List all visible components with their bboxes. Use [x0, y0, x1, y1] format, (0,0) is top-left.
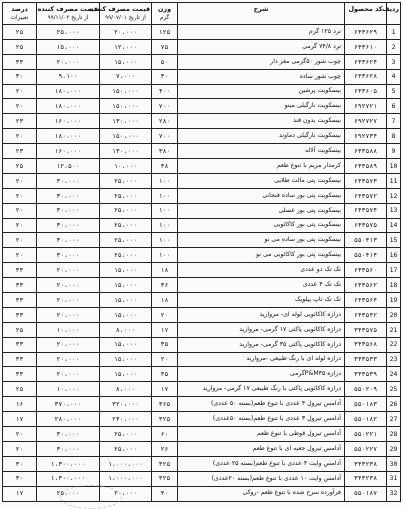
- table-row: [3, 352, 401, 367]
- price-new-cell: ۱۵،۰۰۰: [37, 39, 100, 54]
- description-cell: بیسکویت پتی بور ساده فنجانی: [178, 188, 345, 203]
- description-cell: بیسکویت پتی بور کاکائویی: [178, 218, 345, 233]
- row-number-cell: 19: [387, 293, 401, 308]
- table-row: [3, 218, 401, 233]
- price-new-cell: ۲۰،۰۰۰: [37, 367, 100, 382]
- stamp-mark: [60, 485, 122, 509]
- price-old-cell: ۱۵۰،۰۰۰: [100, 129, 152, 144]
- weight-cell: ۳۸: [152, 159, 178, 174]
- header-product-code: کد محصول: [345, 3, 387, 25]
- description-cell: تک تک تاپ پیلویک: [178, 293, 345, 308]
- product-code-cell: ۶۴۳۵۸۹: [345, 159, 387, 174]
- row-number-cell: 7: [387, 114, 401, 129]
- product-code-cell: ۳۴۳۲۳۸: [345, 456, 387, 471]
- price-old-cell: ۱۵۰،۰۰۰: [100, 99, 152, 114]
- product-code-cell: ۶۴۳۵۷۵: [345, 218, 387, 233]
- description-cell: بیسکویت بدون قند: [178, 114, 345, 129]
- row-number-cell: 26: [387, 397, 401, 412]
- weight-cell: ۴۰۰: [152, 84, 178, 99]
- price-old-cell: ۱۳۰،۰۰۰: [100, 144, 152, 159]
- percent-cell: ۲۵: [3, 382, 37, 397]
- price-old-cell: ۲۵،۰۰۰: [100, 233, 152, 248]
- percent-cell: ۲۰: [3, 233, 37, 248]
- percent-cell: ۱۷: [3, 412, 37, 427]
- price-new-cell: ۱۶۰،۰۰۰: [37, 114, 100, 129]
- description-cell: چوب شور ساده: [178, 69, 345, 84]
- row-number-cell: 22: [387, 337, 401, 352]
- description-cell: آدامس تیرول ۳ عددی با تنوع طعم(بسته ۵۰عددی): [178, 412, 345, 427]
- weight-cell: ۵۰: [152, 54, 178, 69]
- price-new-cell: ۱۶۰،۰۰۰: [37, 144, 100, 159]
- percent-cell: ۲۵: [3, 25, 37, 40]
- weight-cell: ۳۲۵: [152, 412, 178, 427]
- price-new-cell: ۲۰،۰۰۰: [37, 337, 100, 352]
- weight-cell: ۲۸۰: [152, 114, 178, 129]
- product-code-cell: ۶۴۳۶۰۵: [345, 84, 387, 99]
- price-new-cell: ۲۰،۰۰۰: [37, 307, 100, 322]
- percent-cell: ۳۰: [3, 456, 37, 471]
- percent-cell: ۲۰: [3, 218, 37, 233]
- header-price-old-label: قیمت مصرف کننده: [89, 5, 150, 13]
- row-number-cell: 16: [387, 248, 401, 263]
- description-cell: ترد ۷۴/۸ گرمی: [178, 39, 345, 54]
- table-row: [3, 144, 401, 159]
- table-row: [3, 471, 401, 486]
- price-old-cell: ۸،۰۰۰: [100, 382, 152, 397]
- product-code-cell: ۳۴۳۵۳۳: [345, 352, 387, 367]
- price-old-cell: ۲۴۰،۰۰۰: [100, 412, 152, 427]
- row-number-cell: 29: [387, 441, 401, 456]
- row-number-cell: 17: [387, 263, 401, 278]
- weight-cell: ۱۰۰: [152, 203, 178, 218]
- price-old-cell: ۲۵،۰۰۰: [100, 248, 152, 263]
- description-cell: آدامس تیرول جعبه ای با تنوع طعم: [178, 441, 345, 456]
- row-number-cell: 10: [387, 159, 401, 174]
- percent-cell: ۳۳: [3, 307, 37, 322]
- description-cell: آدامس وایت ۴ عددی با تنوع طعم(بسته ۲۵ عددی): [178, 456, 345, 471]
- row-number-cell: 28: [387, 427, 401, 442]
- table-row: [3, 114, 401, 129]
- weight-cell: ۱۸: [152, 293, 178, 308]
- header-price-old-date: از تاریخ ۹۹/۰۷/۰۱: [105, 15, 146, 21]
- row-number-cell: 5: [387, 84, 401, 99]
- price-new-cell: ۳۰،۰۰۰: [37, 218, 100, 233]
- price-old-cell: ۱،۰۰۰،۰۰۰: [100, 456, 152, 471]
- table-row: [3, 427, 401, 442]
- product-code-cell: ۳۴۳۵۶۸: [345, 337, 387, 352]
- product-code-cell: ۵۵۰۱۸۳: [345, 397, 387, 412]
- price-old-cell: ۲۵،۰۰۰: [100, 188, 152, 203]
- price-new-cell: ۳۰،۰۰۰: [37, 203, 100, 218]
- percent-cell: ۲۰: [3, 129, 37, 144]
- row-number-cell: 4: [387, 69, 401, 84]
- header-price-new: [37, 3, 100, 25]
- description-cell: ترد ۱۲۵ گرم: [178, 25, 345, 40]
- product-code-cell: ۶۴۳۶۲۹: [345, 25, 387, 40]
- price-new-cell: ۳۰،۰۰۰: [37, 427, 100, 442]
- percent-cell: ۲۰: [3, 173, 37, 188]
- row-number-cell: 24: [387, 367, 401, 382]
- product-code-cell: ۶۴۳۵۶۲: [345, 278, 387, 293]
- price-new-cell: ۳۰،۰۰۰: [37, 173, 100, 188]
- price-old-cell: ۱۵،۰۰۰: [100, 367, 152, 382]
- product-code-cell: ۶۴۳۵۶۴: [345, 293, 387, 308]
- product-code-cell: ۵۵۰۱۸۷: [345, 486, 387, 501]
- description-cell: درازه کاکائویی لوله ای- مروارید: [178, 307, 345, 322]
- price-old-cell: ۱۳۰،۰۰۰: [100, 114, 152, 129]
- table-row: [3, 456, 401, 471]
- price-old-cell: ۲۵،۰۰۰: [100, 427, 152, 442]
- table-row: [3, 382, 401, 397]
- table-row: [3, 188, 401, 203]
- header-percent-sub: تغییرات: [10, 15, 29, 21]
- table-row: [3, 233, 401, 248]
- header-description: شرح: [178, 3, 345, 25]
- weight-cell: ۱۰۰: [152, 173, 178, 188]
- table-row: [3, 69, 401, 84]
- percent-cell: ۱۶: [3, 397, 37, 412]
- percent-cell: ۲۵: [3, 39, 37, 54]
- price-old-cell: ۲۵،۰۰۰: [100, 441, 152, 456]
- percent-cell: ۳۳: [3, 367, 37, 382]
- weight-cell: ۳۶۵: [152, 397, 178, 412]
- header-price-old: [89, 3, 152, 25]
- product-code-cell: ۶۹۲۷۲۱: [345, 99, 387, 114]
- price-old-cell: ۱۵،۰۰۰: [100, 278, 152, 293]
- price-old-cell: ۲۰،۰۰۰: [100, 25, 152, 40]
- row-number-cell: 14: [387, 218, 401, 233]
- weight-cell: ۱۷: [152, 382, 178, 397]
- percent-cell: ۱۷: [3, 486, 37, 501]
- header-row: [3, 3, 401, 25]
- weight-cell: ۳۶: [152, 278, 178, 293]
- weight-cell: ۱۰۰: [152, 233, 178, 248]
- description-cell: بیسکویت پتی بور کاکائویی می نو: [178, 248, 345, 263]
- table-row: [3, 307, 401, 322]
- product-code-cell: ۵۵۰۴۱۴: [345, 248, 387, 263]
- percent-cell: ۳۳: [3, 278, 37, 293]
- row-number-cell: 21: [387, 322, 401, 337]
- price-old-cell: ۱۰،۰۰۰: [100, 159, 152, 174]
- description-cell: بیسکویت آلاله: [178, 144, 345, 159]
- price-new-cell: ۲۰،۰۰۰: [37, 278, 100, 293]
- price-old-cell: ۱۵،۰۰۰: [100, 337, 152, 352]
- product-code-cell: ۶۴۳۵۸۸: [345, 144, 387, 159]
- price-old-cell: ۲۵،۰۰۰: [100, 218, 152, 233]
- weight-cell: ۳۲۵: [152, 456, 178, 471]
- price-new-cell: ۱۸۰،۰۰۰: [37, 129, 100, 144]
- row-number-cell: 30: [387, 456, 401, 471]
- description-cell: بیسکویت پتی بور عسلی: [178, 203, 345, 218]
- table-row: [3, 397, 401, 412]
- price-new-cell: ۳۰،۰۰۰: [37, 248, 100, 263]
- weight-cell: ۳۲۵: [152, 471, 178, 486]
- row-number-cell: 18: [387, 278, 401, 293]
- product-code-cell: ۳۴۳۵۷۵: [345, 322, 387, 337]
- weight-cell: ۳۵: [152, 367, 178, 382]
- percent-cell: ۲۰: [3, 99, 37, 114]
- percent-cell: ۲۳: [3, 114, 37, 129]
- weight-cell: ۲۰: [152, 352, 178, 367]
- description-cell: فرآورده سرخ شده با تنوع طعم -روکی: [178, 486, 345, 501]
- percent-cell: ۲۵: [3, 159, 37, 174]
- description-cell: تک تک ۴ عددی: [178, 278, 345, 293]
- weight-cell: ۷۰۰: [152, 129, 178, 144]
- product-code-cell: ۵۵۰۲۰۹: [345, 382, 387, 397]
- product-code-cell: ۶۴۳۶۲۸: [345, 69, 387, 84]
- weight-cell: ۴۰: [152, 486, 178, 501]
- header-percent: [3, 3, 37, 25]
- price-new-cell: ۱۸۰،۰۰۰: [37, 99, 100, 114]
- price-old-cell: ۱۵،۰۰۰: [100, 352, 152, 367]
- description-cell: کرمدار مریم با تنوع طعم: [178, 159, 345, 174]
- price-table: [2, 2, 401, 502]
- price-new-cell: ۳۰،۰۰۰: [37, 441, 100, 456]
- weight-cell: ۱۲۵: [152, 25, 178, 40]
- price-old-cell: ۱۵،۰۰۰: [100, 307, 152, 322]
- table-row: [3, 99, 401, 114]
- table-row: [3, 173, 401, 188]
- price-old-cell: ۲۵،۰۰۰: [100, 173, 152, 188]
- weight-cell: ۲۶: [152, 441, 178, 456]
- table-row: [3, 25, 401, 40]
- percent-cell: ۲۰: [3, 248, 37, 263]
- price-new-cell: ۲۵،۰۰۰: [37, 25, 100, 40]
- table-row: [3, 159, 401, 174]
- weight-cell: ۱۸: [152, 263, 178, 278]
- price-old-cell: ۱۵،۰۰۰: [100, 263, 152, 278]
- table-row: [3, 129, 401, 144]
- weight-cell: ۳۵: [152, 337, 178, 352]
- row-number-cell: 11: [387, 173, 401, 188]
- product-code-cell: ۵۵۰۱۸۲: [345, 412, 387, 427]
- percent-cell: ۲۵: [3, 322, 37, 337]
- table-row: [3, 441, 401, 456]
- percent-cell: ۳۰: [3, 471, 37, 486]
- description-cell: بیسکویت نارگیلی مینو: [178, 99, 345, 114]
- weight-cell: ۱۰۰: [152, 188, 178, 203]
- table-row: [3, 54, 401, 69]
- weight-cell: ۱۰۰: [152, 248, 178, 263]
- weight-cell: ۶۰: [152, 427, 178, 442]
- table-row: [3, 412, 401, 427]
- row-number-cell: 20: [387, 307, 401, 322]
- percent-cell: ۲۳: [3, 144, 37, 159]
- header-price-new-label: قیمت مصرف کننده: [37, 5, 98, 13]
- description-cell: آدامس تیرول قوطی با تنوع طعم: [178, 427, 345, 442]
- description-cell: بیسکویت پتی بور ساده می نو: [178, 233, 345, 248]
- row-number-cell: 23: [387, 352, 401, 367]
- row-number-cell: 3: [387, 54, 401, 69]
- percent-cell: ۲۰: [3, 203, 37, 218]
- description-cell: بیسکویت پرشین: [178, 84, 345, 99]
- product-code-cell: ۶۴۳۵۷۲: [345, 188, 387, 203]
- product-code-cell: ۵۵۰۴۱۳: [345, 233, 387, 248]
- price-new-cell: ۲۰،۰۰۰: [37, 293, 100, 308]
- product-code-cell: ۵۵۰۲۲۱: [345, 427, 387, 442]
- percent-cell: ۲۰: [3, 441, 37, 456]
- percent-cell: ۳۳: [3, 352, 37, 367]
- description-cell: آدامس تیرول ۴ عددی با تنوع طعم(بسته ۵۰ عددی): [178, 397, 345, 412]
- header-percent-label: درصد: [11, 5, 28, 13]
- row-number-cell: 6: [387, 99, 401, 114]
- price-new-cell: ۱،۳۰۰،۰۰۰: [37, 456, 100, 471]
- percent-cell: ۲۰: [3, 188, 37, 203]
- percent-cell: ۳۳: [3, 337, 37, 352]
- table-row: [3, 263, 401, 278]
- weight-cell: ۳۸۰: [152, 144, 178, 159]
- row-number-cell: 9: [387, 144, 401, 159]
- price-old-cell: ۷،۰۰۰: [100, 69, 152, 84]
- table-row: [3, 84, 401, 99]
- header-weight-unit: گرم: [159, 15, 170, 21]
- product-code-cell: ۶۹۲۷۳۴: [345, 129, 387, 144]
- table-row: [3, 293, 401, 308]
- product-code-cell: ۶۴۳۶۱۰: [345, 39, 387, 54]
- price-old-cell: ۱۵۰،۰۰۰: [100, 84, 152, 99]
- price-new-cell: ۲۰،۰۰۰: [37, 54, 100, 69]
- description-cell: بیسکویت پتی مالت طلایی: [178, 173, 345, 188]
- price-new-cell: ۳۷۰،۰۰۰: [37, 397, 100, 412]
- header-weight: [152, 3, 178, 25]
- product-code-cell: ۶۴۳۵۶۰: [345, 263, 387, 278]
- description-cell: درازه کاکائویی پاکتی با رنگ طبیعی ۱۷ گرمی- مروارید: [178, 382, 345, 397]
- weight-cell: ۷۰۰: [152, 99, 178, 114]
- price-old-cell: ۱۵،۰۰۰: [100, 293, 152, 308]
- table-row: [3, 367, 401, 382]
- weight-cell: ۱۷: [152, 322, 178, 337]
- price-new-cell: ۲۸۰،۰۰۰: [37, 412, 100, 427]
- percent-cell: ۲۰: [3, 84, 37, 99]
- description-cell: درازه P&M۳۵گرمی: [178, 367, 345, 382]
- table-row: [3, 39, 401, 54]
- row-number-cell: 13: [387, 203, 401, 218]
- price-old-cell: ۳۲۰،۰۰۰: [100, 397, 152, 412]
- price-new-cell: ۱۰،۰۰۰: [37, 382, 100, 397]
- product-code-cell: ۵۵۰۲۲۷: [345, 441, 387, 456]
- row-number-cell: 8: [387, 129, 401, 144]
- weight-cell: ۳۰: [152, 69, 178, 84]
- price-new-cell: ۲۰،۰۰۰: [37, 263, 100, 278]
- price-old-cell: ۱۲،۰۰۰: [100, 39, 152, 54]
- weight-cell: ۱۰۰: [152, 218, 178, 233]
- price-new-cell: ۱۸۰،۰۰۰: [37, 84, 100, 99]
- percent-cell: ۳۳: [3, 263, 37, 278]
- row-number-cell: 27: [387, 412, 401, 427]
- table-row: [3, 337, 401, 352]
- price-old-cell: ۸،۰۰۰: [100, 322, 152, 337]
- header-weight-label: وزن: [157, 5, 172, 13]
- product-code-cell: ۳۴۳۲۳۸: [345, 471, 387, 486]
- weight-cell: ۲۰: [152, 307, 178, 322]
- table-row: [3, 203, 401, 218]
- row-number-cell: 12: [387, 188, 401, 203]
- price-old-cell: ۱،۰۰۰،۰۰۰: [100, 471, 152, 486]
- description-cell: آدامس وایت ۱۰ عددی با تنوع طعم(بسته ۲۰عددی): [178, 471, 345, 486]
- header-row-number: ردیف: [387, 3, 401, 25]
- product-code-cell: ۶۴۳۵۴۲: [345, 307, 387, 322]
- price-new-cell: ۹،۱۰۰: [37, 69, 100, 84]
- description-cell: درازه کاکائویی پاکتی ۳۵ گرمی- مروارید: [178, 337, 345, 352]
- row-number-cell: 15: [387, 233, 401, 248]
- row-number-cell: 25: [387, 382, 401, 397]
- description-cell: درازه کاکائویی پاکتی ۱۷ گرمی- مروارید: [178, 322, 345, 337]
- row-number-cell: 32: [387, 486, 401, 501]
- percent-cell: ۳۳: [3, 54, 37, 69]
- price-new-cell: ۳۰،۰۰۰: [37, 233, 100, 248]
- price-new-cell: ۱۰،۰۰۰: [37, 322, 100, 337]
- product-code-cell: ۶۴۳۵۷۳: [345, 173, 387, 188]
- percent-cell: ۳۰: [3, 69, 37, 84]
- price-old-cell: ۲۰،۰۰۰: [100, 486, 152, 501]
- row-number-cell: 31: [387, 471, 401, 486]
- price-new-cell: ۲۰،۰۰۰: [37, 352, 100, 367]
- product-code-cell: ۶۹۲۷۲۷: [345, 114, 387, 129]
- description-cell: چوب شور ۵۰گرمی مغز دار: [178, 54, 345, 69]
- price-new-cell: ۱۲،۵۰۰: [37, 159, 100, 174]
- description-cell: درازه لوله ای با رنگ طبیعی -مروارید: [178, 352, 345, 367]
- table-row: [3, 322, 401, 337]
- row-number-cell: 1: [387, 25, 401, 40]
- table-row: [3, 248, 401, 263]
- product-code-cell: ۳۴۳۵۳۹: [345, 367, 387, 382]
- product-code-cell: ۶۴۳۵۷۴: [345, 203, 387, 218]
- price-new-cell: ۳۰،۰۰۰: [37, 188, 100, 203]
- price-table-body: [3, 25, 401, 502]
- weight-cell: ۷۵: [152, 39, 178, 54]
- description-cell: تک تک دو عددی: [178, 263, 345, 278]
- percent-cell: ۲۰: [3, 427, 37, 442]
- price-old-cell: ۱۵،۰۰۰: [100, 54, 152, 69]
- price-new-cell: ۱،۳۰۰،۰۰۰: [37, 471, 100, 486]
- description-cell: بیسکویت نارگیلی دماوند: [178, 129, 345, 144]
- table-row: [3, 278, 401, 293]
- header-price-new-date: از تاریخ ۹۹/۱۱/۰۳: [47, 15, 89, 21]
- price-old-cell: ۲۵،۰۰۰: [100, 203, 152, 218]
- price-new-cell: ۲۵،۰۰۰: [37, 486, 100, 501]
- row-number-cell: 2: [387, 39, 401, 54]
- product-code-cell: ۶۴۳۶۲۴: [345, 54, 387, 69]
- percent-cell: ۳۳: [3, 293, 37, 308]
